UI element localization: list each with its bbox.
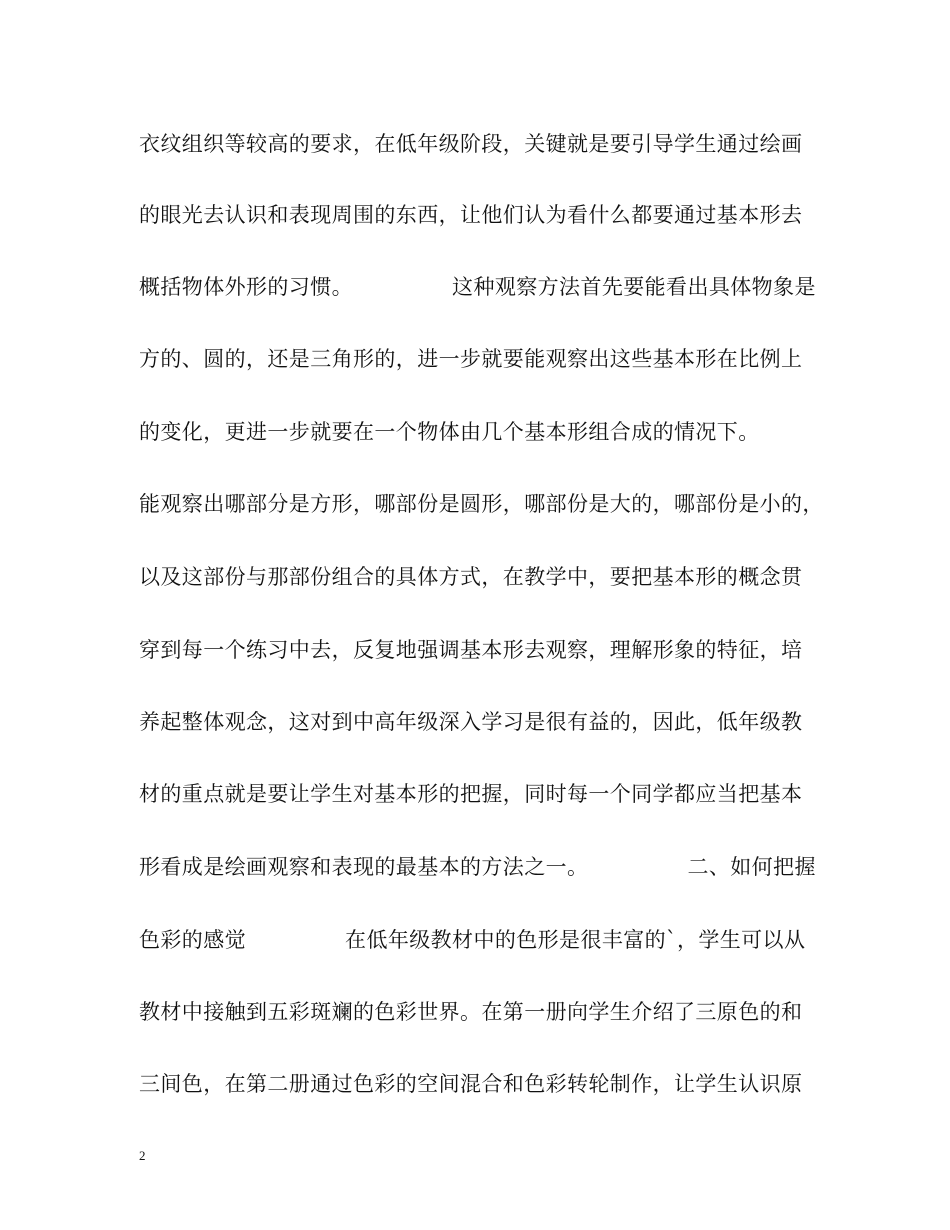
text-line: 方的、圆的，还是三角形的，进一步就要能观察出这些基本形在比例上 [139,347,803,371]
text-line: 的变化，更进一步就要在一个物体由几个基本形组合成的情况下。 [139,420,760,444]
page-number: 2 [139,1148,146,1163]
text-line: 衣纹组织等较高的要求，在低年级阶段，关键就是要引导学生通过绘画 [139,132,803,156]
text-line: 概括物体外形的习惯。 这种观察方法首先要能看出具体物象是 [139,275,816,299]
text-line: 养起整体观念，这对到中高年级深入学习是很有益的，因此，低年级教 [139,710,803,734]
text-line: 穿到每一个练习中去，反复地强调基本形去观察，理解形象的特征，培 [139,638,803,662]
text-line: 能观察出哪部分是方形，哪部份是圆形，哪部份是大的，哪部份是小的， [139,492,824,516]
text-line: 材的重点就是要让学生对基本形的把握，同时每一个同学都应当把基本 [139,782,803,806]
text-line: 形看成是绘画观察和表现的最基本的方法之一。 二、如何把握 [139,855,816,879]
text-line: 色彩的感觉 在低年级教材中的色形是很丰富的`，学生可以从 [139,928,806,952]
text-line: 的眼光去认识和表现周围的东西，让他们认为看什么都要通过基本形去 [139,203,803,227]
text-line: 三间色，在第二册通过色彩的空间混合和色彩转轮制作，让学生认识原 [139,1072,803,1096]
text-line: 教材中接触到五彩斑斓的色彩世界。在第一册向学生介绍了三原色的和 [139,1000,803,1024]
text-line: 以及这部份与那部份组合的具体方式，在教学中，要把基本形的概念贯 [139,565,803,589]
